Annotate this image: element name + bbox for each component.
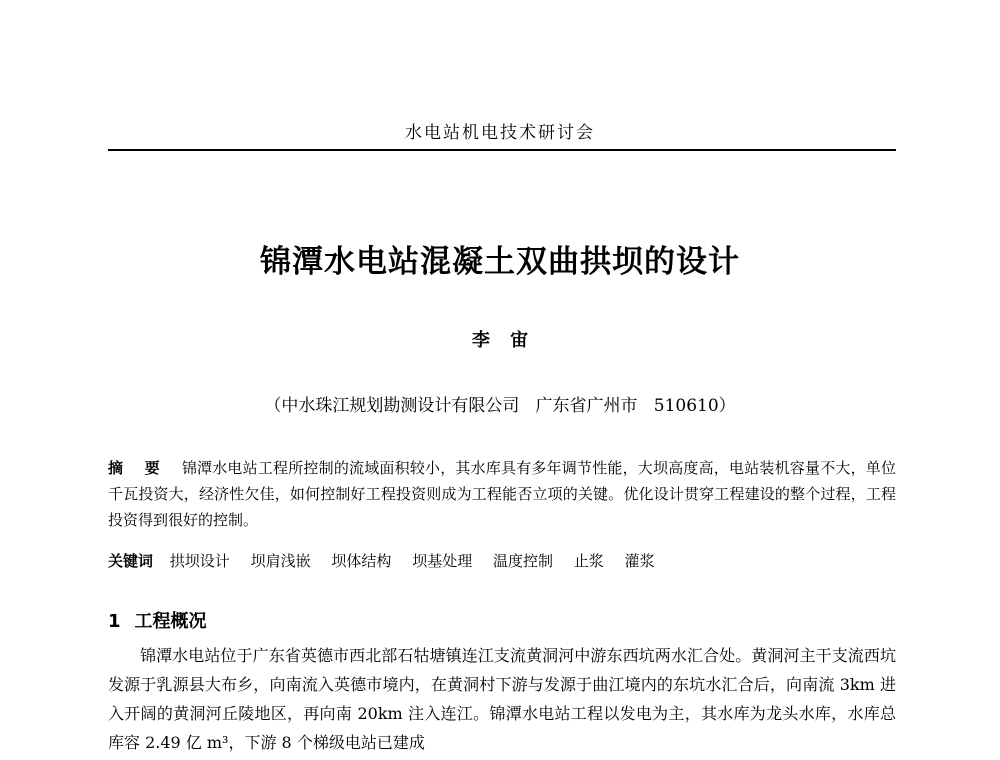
section-number: 1 — [108, 611, 121, 632]
author: 李 宙 — [471, 330, 529, 351]
section-heading — [108, 607, 207, 633]
header-rule — [108, 149, 896, 151]
abstract-text: 锦潭水电站工程所控制的流域面积较小，其水库具有多年调节性能，大坝高度高，电站装机容量不大，单位千瓦投资大，经济性欠佳，如何控制好工程投资则成为工程能否立项的关键。优化设计贯穿工程建设的整个过程，工程投资得到很好的控制。 — [108, 459, 896, 529]
abstract — [108, 455, 896, 533]
keyword: 温度控制 — [492, 552, 553, 570]
keyword: 坝肩浅嵌 — [250, 552, 311, 570]
keyword: 止浆 — [573, 552, 604, 570]
running-head: 水电站机电技术研讨会 — [405, 123, 595, 143]
keyword: 灌浆 — [624, 552, 655, 570]
affiliation: （中水珠江规划勘测设计有限公司 广东省广州市 510610） — [264, 396, 736, 416]
keyword: 拱坝设计 — [169, 552, 230, 570]
abstract-label: 摘 要 — [108, 459, 168, 477]
section-title: 工程概况 — [134, 611, 207, 632]
keyword: 坝基处理 — [412, 552, 473, 570]
keyword: 坝体结构 — [331, 552, 392, 570]
keywords — [108, 548, 896, 574]
keywords-label: 关键词 — [108, 552, 154, 570]
body-paragraph: 锦潭水电站位于广东省英德市西北部石牯塘镇连江支流黄洞河中游东西坑两水汇合处。黄洞河主干支流西坑发源于乳源县大布乡，向南流入英德市境内，在黄洞村下游与发源于曲江境内的东坑水汇合后，向南流 3km 进入开阔的黄洞河丘陵地区，再向南 20km 注入连江。锦潭水电站工程以发电为主，其水库为龙头水库，水库总库容 2.49 亿 m³，下游 8 个梯级电站已建成 — [108, 646, 896, 752]
paper-title: 锦潭水电站混凝土双曲拱坝的设计 — [260, 244, 740, 280]
